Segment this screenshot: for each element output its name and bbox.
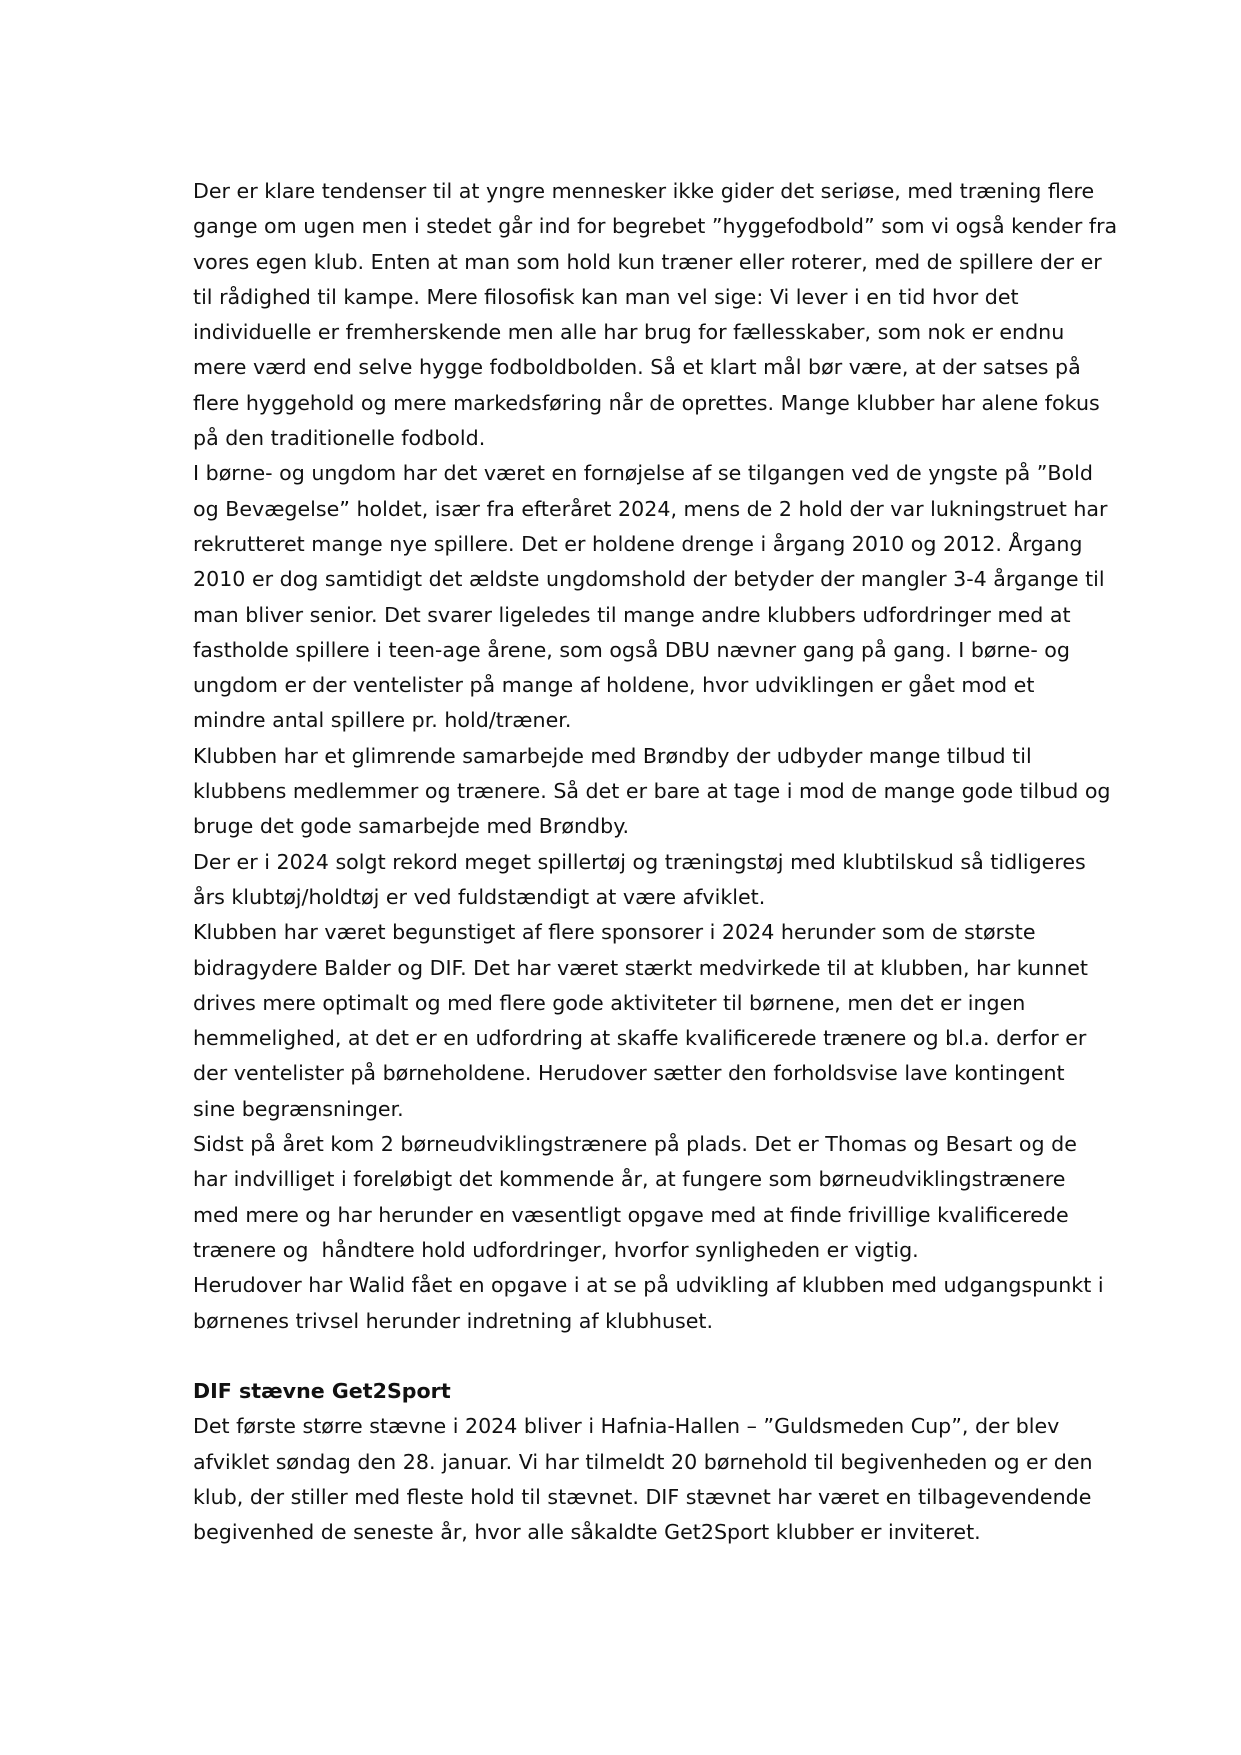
text-line: klubbens medlemmer og trænere. Så det er bare at tage i mod de mange gode tilbud og xyxy=(193,779,1111,804)
text-line: individuelle er fremherskende men alle har brug for fællesskaber, som nok er endnu xyxy=(193,320,1065,345)
text-line: der ventelister på børneholdene. Herudover sætter den forholdsvise lave kontingent xyxy=(193,1061,1065,1086)
text-line: fastholde spillere i teen-age årene, som også DBU nævner gang på gang. I børne- og xyxy=(193,637,1070,662)
text-line: mindre antal spillere pr. hold/træner. xyxy=(193,708,572,733)
text-line: bidragydere Balder og DIF. Det har været stærkt medvirkede til at klubben, har kunnet xyxy=(193,955,1088,980)
text-line: Klubben har et glimrende samarbejde med Brøndby der udbyder mange tilbud til xyxy=(193,743,1032,768)
text-line: års klubtøj/holdtøj er ved fuldstændigt at være afviklet. xyxy=(193,884,766,909)
paragraph-broendby xyxy=(193,739,1133,845)
text-line: Herudover har Walid fået en opgave i at se på udvikling af klubben med udgangspunkt i xyxy=(193,1273,1104,1298)
text-line: afviklet søndag den 28. januar. Vi har tilmeldt 20 børnehold til begivenheden og er den xyxy=(193,1449,1093,1474)
text-line: til rådighed til kampe. Mere filosofisk kan man vel sige: Vi lever i en tid hvor det xyxy=(193,284,1019,309)
text-line: trænere og håndtere hold udfordringer, hvorfor synligheden er vigtig. xyxy=(193,1237,919,1262)
text-line: Der er klare tendenser til at yngre mennesker ikke gider det seriøse, med træning flere xyxy=(193,179,1095,203)
text-line: gange om ugen men i stedet går ind for begrebet ”hyggefodbold” som vi også kender fra xyxy=(193,214,1118,239)
section-dif-staevne xyxy=(193,1374,1133,1550)
text-line: sine begrænsninger. xyxy=(193,1096,404,1121)
text-line: I børne- og ungdom har det været en fornøjelse af se tilgangen ved de yngste på ”Bold xyxy=(193,461,1093,486)
text-line: har indvilliget i foreløbigt det kommende år, at fungere som børneudviklingstrænere xyxy=(193,1167,1066,1192)
text-line: flere hyggehold og mere markedsføring når de oprettes. Mange klubber har alene fokus xyxy=(193,390,1100,415)
text-line: man bliver senior. Det svarer ligeledes til mange andre klubbers udfordringer med at xyxy=(193,602,1071,627)
document-body xyxy=(193,174,1133,1551)
text-line: Klubben har været begunstiget af flere sponsorer i 2024 herunder som de største xyxy=(193,920,1036,945)
text-line: rekrutteret mange nye spillere. Det er holdene drenge i årgang 2010 og 2012. Årgang xyxy=(193,531,1083,556)
paragraph-walid xyxy=(193,1268,1133,1339)
text-line: bruge det gode samarbejde med Brøndby. xyxy=(193,814,629,839)
text-line: begivenhed de seneste år, hvor alle såkaldte Get2Sport klubber er inviteret. xyxy=(193,1520,981,1545)
text-line: hemmelighed, at det er en udfordring at skaffe kvalificerede trænere og bl.a. derfor er xyxy=(193,1026,1087,1051)
text-line: vores egen klub. Enten at man som hold kun træner eller roterer, med de spillere der er xyxy=(193,249,1102,274)
paragraph-spillertoej xyxy=(193,845,1133,916)
text-line: ungdom er der ventelister på mange af holdene, hvor udviklingen er gået mod et xyxy=(193,673,1035,698)
text-line: Det første større stævne i 2024 bliver i Hafnia-Hallen – ”Guldsmeden Cup”, der blev xyxy=(193,1414,1060,1439)
text-line: på den traditionelle fodbold. xyxy=(193,426,486,451)
paragraph-hyggefodbold xyxy=(193,174,1133,456)
section-heading: DIF stævne Get2Sport xyxy=(193,1379,451,1404)
text-line: mere værd end selve hygge fodboldbolden. Så et klart mål bør være, at der satses på xyxy=(193,355,1081,380)
paragraph-udviklingstraenere xyxy=(193,1127,1133,1268)
text-line: med mere og har herunder en væsentligt opgave med at finde frivillige kvalificerede xyxy=(193,1202,1069,1227)
text-line: Der er i 2024 solgt rekord meget spillertøj og træningstøj med klubtilskud så tidligeres xyxy=(193,849,1086,874)
paragraph-boerne-ungdom xyxy=(193,456,1133,738)
text-line: børnenes trivsel herunder indretning af klubhuset. xyxy=(193,1308,714,1333)
text-line: klub, der stiller med fleste hold til stævnet. DIF stævnet har været en tilbagevendende xyxy=(193,1484,1092,1509)
text-line: Sidst på året kom 2 børneudviklingstrænere på plads. Det er Thomas og Besart og de xyxy=(193,1132,1077,1157)
paragraph-spacer xyxy=(193,1339,1133,1374)
paragraph-sponsorer xyxy=(193,915,1133,1127)
text-line: og Bevægelse” holdet, især fra efteråret 2024, mens de 2 hold der var lukningstruet har xyxy=(193,496,1108,521)
text-line: drives mere optimalt og med flere gode aktiviteter til børnene, men det er ingen xyxy=(193,990,1026,1015)
text-line: 2010 er dog samtidigt det ældste ungdomshold der betyder der mangler 3-4 årgange til xyxy=(193,567,1105,592)
